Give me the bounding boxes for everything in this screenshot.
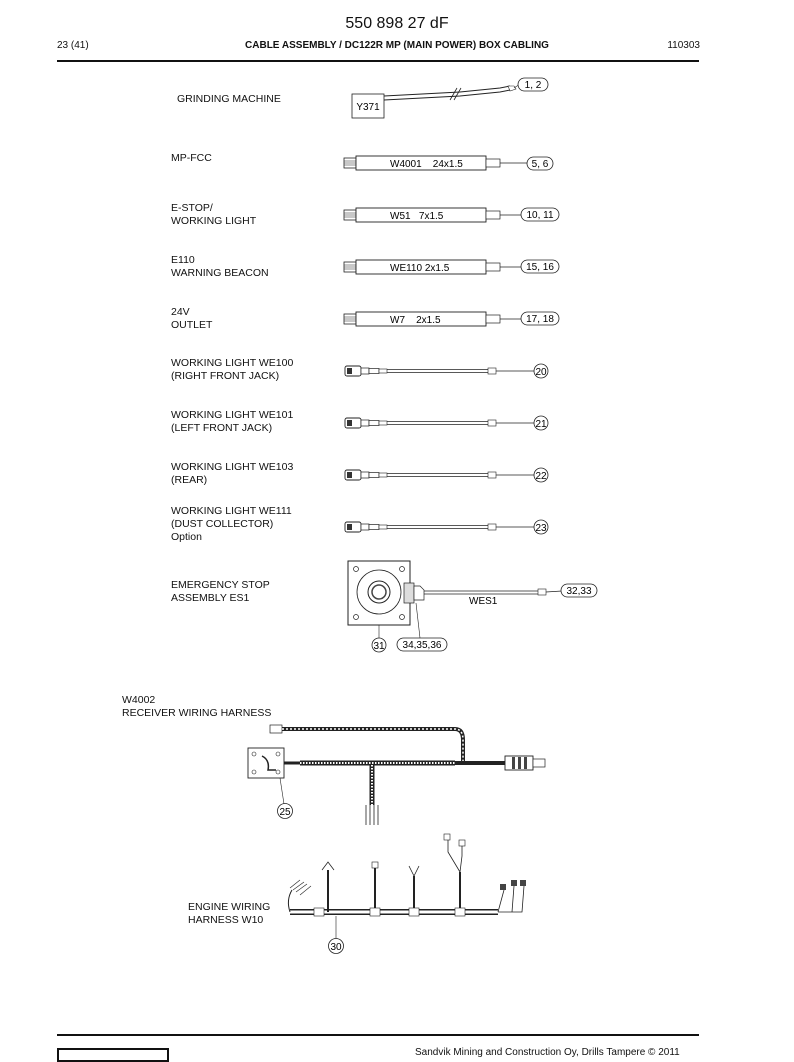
callout-1-2 bbox=[518, 78, 548, 91]
callout-15-16 bbox=[521, 260, 559, 273]
callout-text-22: 22 bbox=[535, 471, 547, 482]
engine-harness-drawing bbox=[288, 834, 526, 940]
callout-30 bbox=[329, 939, 344, 954]
footer-copyright: Sandvik Mining and Construction Oy, Drills Tampere © 2011 bbox=[415, 1047, 680, 1058]
callout-text-5-6: 5, 6 bbox=[531, 159, 549, 170]
callout-text-1-2: 1, 2 bbox=[524, 80, 542, 91]
label-emergency-stop: EMERGENCY STOP ASSEMBLY ES1 bbox=[171, 579, 270, 604]
label-grinding-machine: GRINDING MACHINE bbox=[177, 93, 281, 105]
document-number: 550 898 27 dF bbox=[345, 15, 449, 32]
callout-22 bbox=[534, 468, 548, 482]
callout-text-17-18: 17, 18 bbox=[526, 314, 554, 325]
cable-we111 bbox=[345, 522, 534, 532]
footer-rule bbox=[57, 1034, 699, 1036]
cable-label-w7: W7 2x1.5 bbox=[390, 315, 441, 326]
page-number: 23 (41) bbox=[57, 40, 89, 51]
label-working-light-we101: WORKING LIGHT WE101 (LEFT FRONT JACK) bbox=[171, 409, 294, 434]
label-mp-fcc: MP-FCC bbox=[171, 152, 212, 164]
callout-text-32-33: 32,33 bbox=[566, 586, 592, 597]
callout-text-30: 30 bbox=[330, 942, 342, 953]
callout-10-11 bbox=[521, 208, 559, 221]
callout-20 bbox=[534, 364, 548, 378]
label-24v-outlet: 24V OUTLET bbox=[171, 306, 213, 331]
callout-text-15-16: 15, 16 bbox=[526, 262, 554, 273]
callout-text-20: 20 bbox=[535, 367, 547, 378]
callout-34-35-36 bbox=[397, 638, 447, 651]
label-working-light-we100: WORKING LIGHT WE100 (RIGHT FRONT JACK) bbox=[171, 357, 294, 382]
callout-17-18 bbox=[521, 312, 559, 325]
cable-we101 bbox=[345, 418, 534, 428]
callout-25 bbox=[278, 804, 293, 819]
page-title: CABLE ASSEMBLY / DC122R MP (MAIN POWER) BOX CABLING bbox=[245, 40, 549, 51]
label-estop-working-light: E-STOP/ WORKING LIGHT bbox=[171, 202, 257, 227]
cable-we100 bbox=[345, 366, 534, 376]
callout-text-34-35-36: 34,35,36 bbox=[402, 640, 442, 651]
callout-text-25: 25 bbox=[279, 807, 291, 818]
callout-text-31: 31 bbox=[373, 641, 385, 652]
cable-we103 bbox=[345, 470, 534, 480]
label-receiver-harness: W4002 RECEIVER WIRING HARNESS bbox=[122, 694, 272, 719]
callout-text-21: 21 bbox=[535, 419, 547, 430]
label-working-light-we103: WORKING LIGHT WE103 (REAR) bbox=[171, 461, 294, 486]
cable-label-w51: W51 7x1.5 bbox=[390, 211, 444, 222]
sandvik-logo bbox=[57, 1048, 169, 1062]
cable-label-w4001: W4001 24x1.5 bbox=[390, 159, 463, 170]
emergency-stop-assembly bbox=[348, 561, 562, 638]
label-engine-harness: ENGINE WIRING HARNESS W10 bbox=[188, 901, 271, 926]
label-working-light-we111: WORKING LIGHT WE111 (DUST COLLECTOR) Option bbox=[171, 505, 292, 543]
cable-label-wes1: WES1 bbox=[469, 596, 498, 607]
tag-y371: Y371 bbox=[356, 102, 380, 113]
callout-5-6 bbox=[527, 157, 553, 170]
callout-32-33 bbox=[561, 584, 597, 597]
document-code: 110303 bbox=[667, 40, 700, 51]
callout-23 bbox=[534, 520, 548, 534]
label-warning-beacon: E110 WARNING BEACON bbox=[171, 254, 269, 279]
callout-21 bbox=[534, 416, 548, 430]
cable-label-we110: WE110 2x1.5 bbox=[390, 263, 450, 274]
callout-31 bbox=[372, 638, 386, 652]
callout-text-10-11: 10, 11 bbox=[526, 210, 554, 221]
callout-text-23: 23 bbox=[535, 523, 547, 534]
